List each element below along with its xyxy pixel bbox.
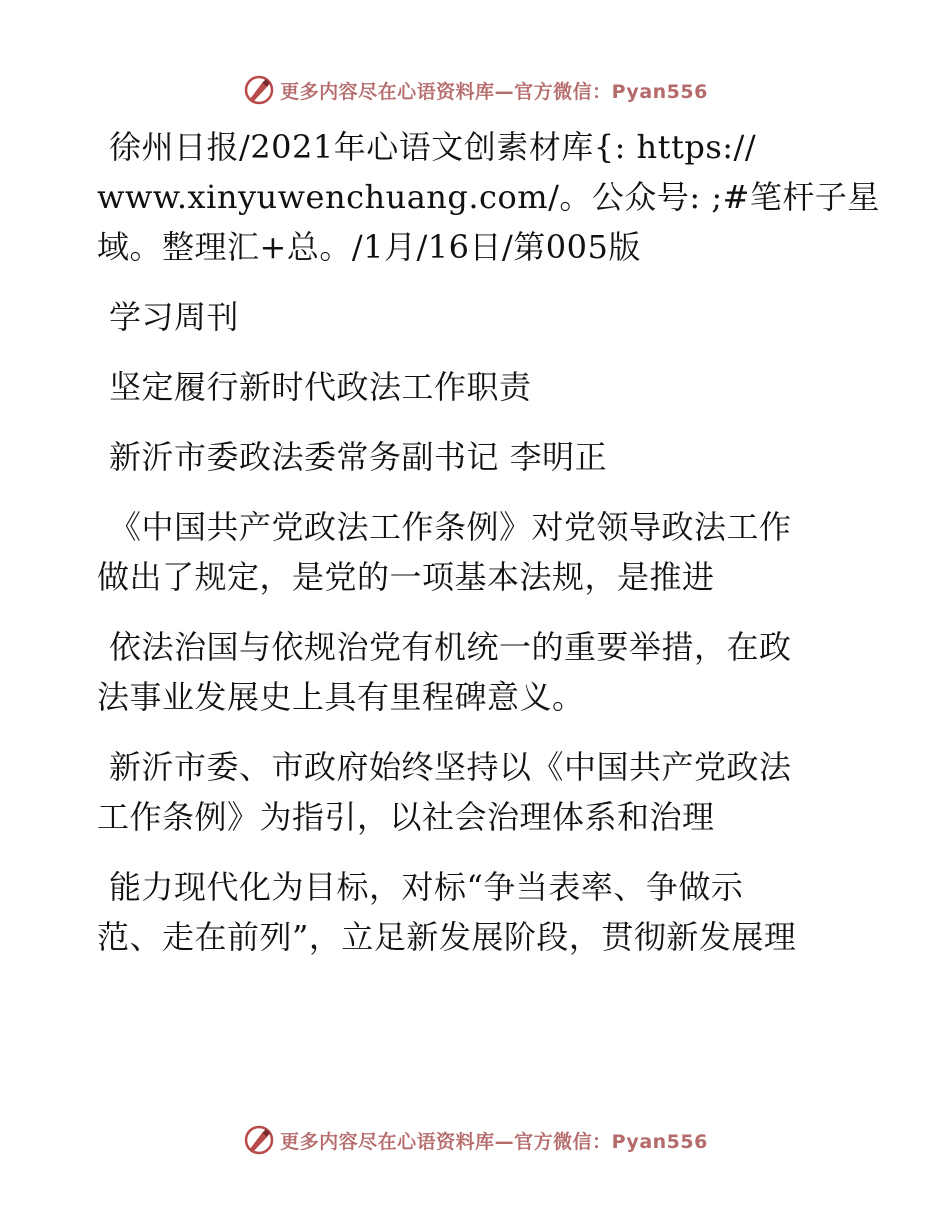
- red-pen-nib-logo-icon: [242, 1123, 276, 1157]
- paragraph-3-line-1: 新沂市委、市政府始终坚持以《中国共产党政法: [109, 748, 792, 786]
- paragraph-1-line-1: 《中国共产党政法工作条例》对党领导政法工作: [109, 508, 792, 546]
- header-watermark: [0, 70, 950, 110]
- watermark-slogan: 更多内容尽在心语资料库—官方微信：Pyan556: [280, 1130, 708, 1153]
- article-title: 坚定履行新时代政法工作职责: [109, 368, 532, 406]
- source-line-2: www.xinyuwenchuang.com/。公众号: ;#笔杆子星: [97, 178, 880, 216]
- red-pen-nib-logo-icon: [242, 73, 276, 107]
- paragraph-2-line-2: 法事业发展史上具有里程碑意义。: [97, 678, 585, 716]
- article-author: 新沂市委政法委常务副书记 李明正: [109, 438, 608, 476]
- source-line-3: 域。整理汇+总。/1月/16日/第005版: [97, 228, 641, 266]
- paragraph-4-line-1: 能力现代化为目标，对标“争当表率、争做示: [109, 868, 744, 906]
- document-body: [97, 122, 880, 962]
- watermark-slogan: 更多内容尽在心语资料库—官方微信：Pyan556: [280, 80, 708, 103]
- paragraph-3-line-2: 工作条例》为指引，以社会治理体系和治理: [97, 798, 715, 836]
- paragraph-2-line-1: 依法治国与依规治党有机统一的重要举措，在政: [109, 628, 792, 666]
- footer-watermark: [0, 1120, 950, 1160]
- paragraph-1-line-2: 做出了规定，是党的一项基本法规，是推进: [97, 558, 715, 596]
- paragraph-4-line-2: 范、走在前列”，立足新发展阶段，贯彻新发展理: [97, 918, 797, 956]
- source-line-1: 徐州日报/2021年心语文创素材库{: https://: [109, 128, 757, 166]
- section-name: 学习周刊: [109, 298, 240, 336]
